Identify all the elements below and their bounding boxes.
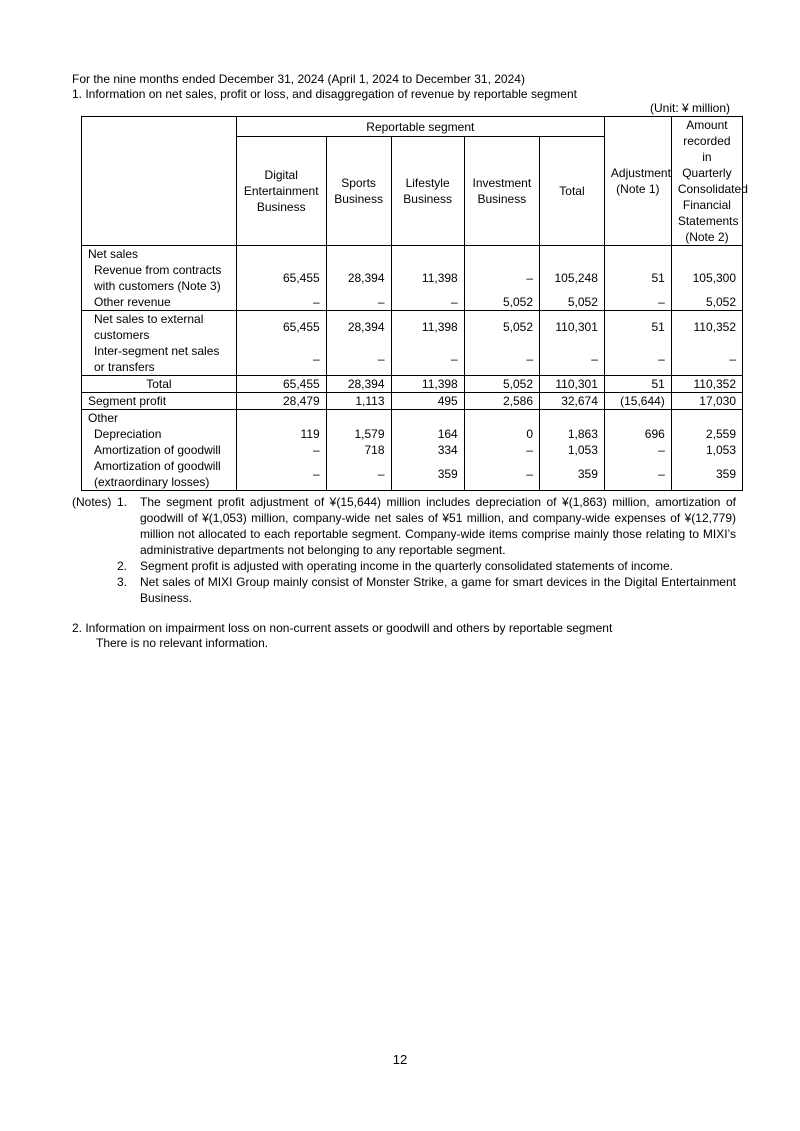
cell-value: 110,352 — [671, 311, 742, 344]
header-corner — [82, 117, 237, 246]
cell-value: 65,455 — [236, 246, 326, 295]
cell-value: 32,674 — [540, 393, 605, 410]
cell-value: 718 — [326, 442, 391, 458]
cell-value: 28,394 — [326, 311, 391, 344]
cell-value: 5,052 — [464, 294, 539, 311]
cell-value: 51 — [604, 246, 671, 295]
cell-value: – — [326, 343, 391, 376]
note-item — [72, 574, 736, 606]
section-1-title: 1. Information on net sales, profit or loss, and disaggregation of revenue by reportable segment — [72, 87, 577, 101]
document-page — [72, 72, 748, 651]
section-2-body: There is no relevant information. — [96, 636, 269, 650]
cell-value: 1,113 — [326, 393, 391, 410]
cell-value: 110,301 — [540, 311, 605, 344]
note-item — [72, 558, 736, 574]
note-item — [72, 494, 736, 558]
header-sports: Sports Business — [326, 137, 391, 246]
cell-value: – — [604, 458, 671, 491]
cell-value: 2,559 — [671, 410, 742, 443]
cell-value: 119 — [236, 410, 326, 443]
cell-value: – — [671, 343, 742, 376]
cell-value: 110,352 — [671, 376, 742, 393]
cell-value: – — [604, 442, 671, 458]
row-label-other-revenue: Other revenue — [82, 294, 237, 311]
note-number: 3. — [117, 575, 128, 589]
cell-value: 17,030 — [671, 393, 742, 410]
cell-value: – — [326, 458, 391, 491]
cell-value: 28,394 — [326, 376, 391, 393]
cell-value: – — [604, 343, 671, 376]
cell-value: – — [464, 458, 539, 491]
cell-value: – — [464, 442, 539, 458]
cell-value: – — [236, 343, 326, 376]
cell-value: – — [236, 458, 326, 491]
row-label-other: Other Depreciation — [82, 410, 237, 443]
section-2-title: 2. Information on impairment loss on non-current assets or goodwill and others by reportable segment — [72, 621, 613, 635]
note-text: Net sales of MIXI Group mainly consist of Monster Strike, a game for smart devices in the Digital Entertainment Business. — [140, 575, 736, 605]
cell-value: 1,579 — [326, 410, 391, 443]
note-text: The segment profit adjustment of ¥(15,644) million includes depreciation of ¥(1,863) million, amortization of goodwill of ¥(1,053) million, company-wide net sales of ¥51 million, and company-wide expenses of ¥(12,779) million not allocated to each reportable segment. Company-wide items comprise mainly those relating to MIXI’s administrative departments not belonging to any reportable segment. — [140, 495, 736, 557]
cell-value: – — [236, 442, 326, 458]
cell-value: 5,052 — [464, 376, 539, 393]
cell-value: 5,052 — [464, 311, 539, 344]
note-text: Segment profit is adjusted with operating income in the quarterly consolidated statements of income. — [140, 559, 673, 573]
cell-value: 2,586 — [464, 393, 539, 410]
cell-value: 105,300 — [671, 246, 742, 295]
cell-value: 1,053 — [540, 442, 605, 458]
header-adjustment: Adjustment (Note 1) — [604, 117, 671, 246]
cell-value: 1,053 — [671, 442, 742, 458]
cell-value: – — [236, 294, 326, 311]
row-label-segment-profit: Segment profit — [82, 393, 237, 410]
cell-value: 334 — [391, 442, 464, 458]
row-label-inter-segment: Inter-segment net sales or transfers — [82, 343, 237, 376]
row-label-amortization-extraordinary: Amortization of goodwill (extraordinary losses) — [82, 458, 237, 491]
notes-section — [72, 494, 736, 606]
cell-value: 359 — [391, 458, 464, 491]
cell-value: 11,398 — [391, 246, 464, 295]
section-2 — [72, 621, 736, 651]
row-label-external-customers: Net sales to external customers — [82, 311, 237, 344]
cell-value: 11,398 — [391, 376, 464, 393]
cell-value: 359 — [671, 458, 742, 491]
notes-heading: (Notes) — [72, 495, 112, 509]
cell-value: 51 — [604, 311, 671, 344]
header-reportable-segment: Reportable segment — [236, 117, 604, 137]
header-lifestyle: Lifestyle Business — [391, 137, 464, 246]
header-total: Total — [540, 137, 605, 246]
cell-value: 495 — [391, 393, 464, 410]
cell-value: 1,863 — [540, 410, 605, 443]
row-label-amortization: Amortization of goodwill — [82, 442, 237, 458]
cell-value: – — [540, 343, 605, 376]
unit-label: (Unit: ¥ million) — [649, 101, 730, 115]
cell-value: 65,455 — [236, 376, 326, 393]
cell-value: 696 — [604, 410, 671, 443]
note-number: 1. — [117, 495, 128, 509]
cell-value: 164 — [391, 410, 464, 443]
header-investment: Investment Business — [464, 137, 539, 246]
cell-value: 0 — [464, 410, 539, 443]
row-label-net-sales: Net sales Revenue from contracts with customers (Note 3) — [82, 246, 237, 295]
cell-value: – — [464, 343, 539, 376]
row-label-total: Total — [82, 376, 237, 393]
cell-value: – — [326, 294, 391, 311]
page-number: 12 — [392, 1052, 408, 1067]
cell-value: 11,398 — [391, 311, 464, 344]
cell-value: 5,052 — [671, 294, 742, 311]
cell-value: 110,301 — [540, 376, 605, 393]
cell-value: – — [391, 343, 464, 376]
cell-value: – — [464, 246, 539, 295]
cell-value: – — [391, 294, 464, 311]
period-heading: For the nine months ended December 31, 2024 (April 1, 2024 to December 31, 2024) — [72, 72, 525, 86]
cell-value: 28,394 — [326, 246, 391, 295]
cell-value: 51 — [604, 376, 671, 393]
segment-table — [81, 116, 748, 491]
cell-value: – — [604, 294, 671, 311]
cell-value: 65,455 — [236, 311, 326, 344]
header-amount-recorded: Amount recorded in Quarterly Consolidated Financial Statements (Note 2) — [671, 117, 742, 246]
note-number: 2. — [117, 559, 128, 573]
cell-value: 359 — [540, 458, 605, 491]
header-digital-entertainment: Digital Entertainment Business — [236, 137, 326, 246]
cell-value: 28,479 — [236, 393, 326, 410]
cell-value: 105,248 — [540, 246, 605, 295]
cell-value: 5,052 — [540, 294, 605, 311]
cell-value: (15,644) — [604, 393, 671, 410]
